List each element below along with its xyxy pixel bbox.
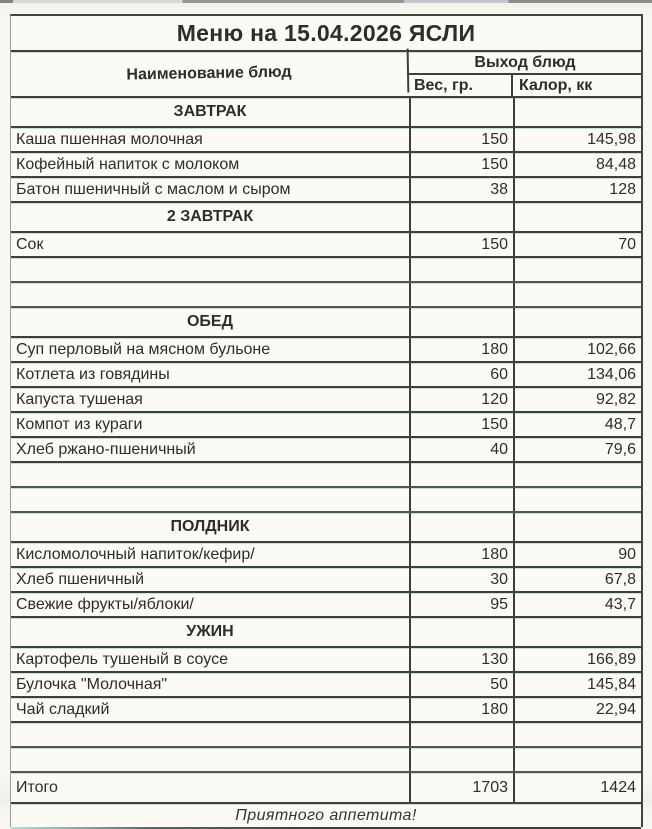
weight-cell xyxy=(409,308,513,336)
calories-cell xyxy=(513,618,641,646)
calories-cell: 22,94 xyxy=(513,698,641,721)
weight-cell: 180 xyxy=(409,543,513,566)
dish-name-cell xyxy=(11,723,409,746)
table-row xyxy=(11,338,641,363)
dish-name-cell: Булочка "Молочная" xyxy=(16,675,168,693)
table-row xyxy=(11,128,641,153)
scan-edge-artifact xyxy=(0,0,652,3)
table-row xyxy=(11,388,641,413)
calories-cell xyxy=(513,748,641,771)
weight-cell: 150 xyxy=(409,413,513,436)
dish-name-cell xyxy=(11,283,409,306)
calories-cell xyxy=(513,203,641,231)
weight-cell xyxy=(409,748,513,771)
table-row xyxy=(11,593,641,618)
weight-cell: 180 xyxy=(409,698,513,721)
col-header-weight: Вес, гр. xyxy=(409,75,513,96)
calories-cell: 128 xyxy=(513,178,641,201)
weight-cell: 95 xyxy=(409,593,513,616)
dish-name-cell: Компот из кураги xyxy=(16,415,143,433)
calories-cell xyxy=(513,463,641,486)
section-label: ЗАВТРАК xyxy=(173,103,247,120)
calories-cell: 70 xyxy=(513,233,641,256)
empty-row xyxy=(11,723,641,748)
weight-cell: 150 xyxy=(409,128,513,151)
empty-row xyxy=(11,488,641,513)
dish-name-cell: Итого xyxy=(16,778,58,796)
section-row xyxy=(11,308,641,338)
dish-name-cell: Свежие фрукты/яблоки/ xyxy=(16,595,194,613)
weight-cell: 1703 xyxy=(409,773,513,802)
dish-name-cell: Хлеб пшеничный xyxy=(16,570,145,588)
dish-name-cell: Сок xyxy=(16,235,44,253)
calories-cell: 67,8 xyxy=(513,568,641,591)
empty-row xyxy=(11,748,641,773)
footer-note: Приятного аппетита! xyxy=(235,806,417,824)
table-row xyxy=(11,543,641,568)
weight-cell: 120 xyxy=(409,388,513,411)
calories-cell: 145,84 xyxy=(513,673,641,696)
section-label: 2 ЗАВТРАК xyxy=(166,208,254,225)
calories-cell xyxy=(513,488,641,511)
menu-table xyxy=(10,14,643,827)
section-row xyxy=(11,618,641,648)
table-row xyxy=(11,648,641,673)
table-row xyxy=(11,233,641,258)
table-row xyxy=(11,153,641,178)
weight-cell xyxy=(409,618,513,646)
calories-cell: 134,06 xyxy=(513,363,641,386)
dish-name-cell: Чай сладкий xyxy=(16,700,110,718)
calories-cell xyxy=(513,98,641,126)
calories-cell: 145,98 xyxy=(513,128,641,151)
col-header-output-group: Выход блюд xyxy=(409,52,641,75)
weight-cell: 50 xyxy=(409,673,513,696)
calories-cell: 84,48 xyxy=(513,153,641,176)
weight-cell xyxy=(409,723,513,746)
weight-cell: 150 xyxy=(409,233,513,256)
empty-row xyxy=(11,258,641,283)
calories-cell: 79,6 xyxy=(513,438,641,461)
dish-name-cell: Каша пшенная молочная xyxy=(16,130,203,148)
weight-cell: 38 xyxy=(409,178,513,201)
dish-name-cell xyxy=(11,748,409,771)
table-row xyxy=(11,178,641,203)
weight-cell: 180 xyxy=(409,338,513,361)
weight-cell xyxy=(409,463,513,486)
weight-cell xyxy=(409,488,513,511)
calories-cell xyxy=(513,283,641,306)
dish-name-cell: Котлета из говядины xyxy=(16,365,170,383)
empty-row xyxy=(11,283,641,308)
section-row xyxy=(11,513,641,543)
dish-name-cell: Кофейный напиток с молоком xyxy=(16,155,240,173)
weight-cell: 130 xyxy=(409,648,513,671)
calories-cell: 90 xyxy=(513,543,641,566)
menu-title: Меню на 15.04.2026 ЯСЛИ xyxy=(11,16,641,52)
calories-cell: 43,7 xyxy=(513,593,641,616)
weight-cell: 150 xyxy=(409,153,513,176)
empty-row xyxy=(11,463,641,488)
table-row xyxy=(11,438,641,463)
weight-cell xyxy=(409,98,513,126)
table-row xyxy=(11,568,641,593)
table-row xyxy=(11,363,641,388)
col-header-calories: Калор, кк xyxy=(519,76,593,94)
calories-cell xyxy=(513,258,641,281)
table-row xyxy=(11,413,641,438)
weight-cell xyxy=(409,203,513,231)
section-row xyxy=(11,203,641,233)
table-row xyxy=(11,698,641,723)
dish-name-cell xyxy=(11,463,409,486)
section-row xyxy=(11,98,641,128)
dish-name-cell: Капуста тушеная xyxy=(16,390,143,408)
col-group-output xyxy=(409,52,641,96)
table-row xyxy=(11,673,641,698)
weight-cell xyxy=(409,513,513,541)
weight-cell: 60 xyxy=(409,363,513,386)
table-header xyxy=(11,52,641,98)
calories-cell: 166,89 xyxy=(513,648,641,671)
dish-name-cell xyxy=(11,258,409,281)
calories-cell: 92,82 xyxy=(513,388,641,411)
section-label: ПОЛДНИК xyxy=(170,518,250,535)
calories-cell xyxy=(513,308,641,336)
output-subheaders xyxy=(409,75,641,96)
total-row xyxy=(11,773,641,804)
weight-cell xyxy=(409,283,513,306)
dish-name-cell: Картофель тушеный в соусе xyxy=(16,650,228,668)
calories-cell xyxy=(513,513,641,541)
dish-name-cell xyxy=(11,488,409,511)
section-label: УЖИН xyxy=(186,623,234,640)
weight-cell: 40 xyxy=(409,438,513,461)
dish-name-cell: Батон пшеничный с маслом и сыром xyxy=(16,180,291,198)
dish-name-cell: Суп перловый на мясном бульоне xyxy=(16,340,271,358)
calories-cell xyxy=(513,723,641,746)
menu-table-body xyxy=(11,98,641,804)
calories-cell: 48,7 xyxy=(513,413,641,436)
dish-name-cell: Хлеб ржано-пшеничный xyxy=(16,440,196,458)
dish-name-cell: Кисломолочный напиток/кефир/ xyxy=(16,545,255,563)
weight-cell: 30 xyxy=(409,568,513,591)
calories-cell: 1424 xyxy=(513,773,641,802)
section-label: ОБЕД xyxy=(186,313,233,330)
col-header-dish-name: Наименование блюд xyxy=(11,49,410,100)
weight-cell xyxy=(409,258,513,281)
calories-cell: 102,66 xyxy=(513,338,641,361)
